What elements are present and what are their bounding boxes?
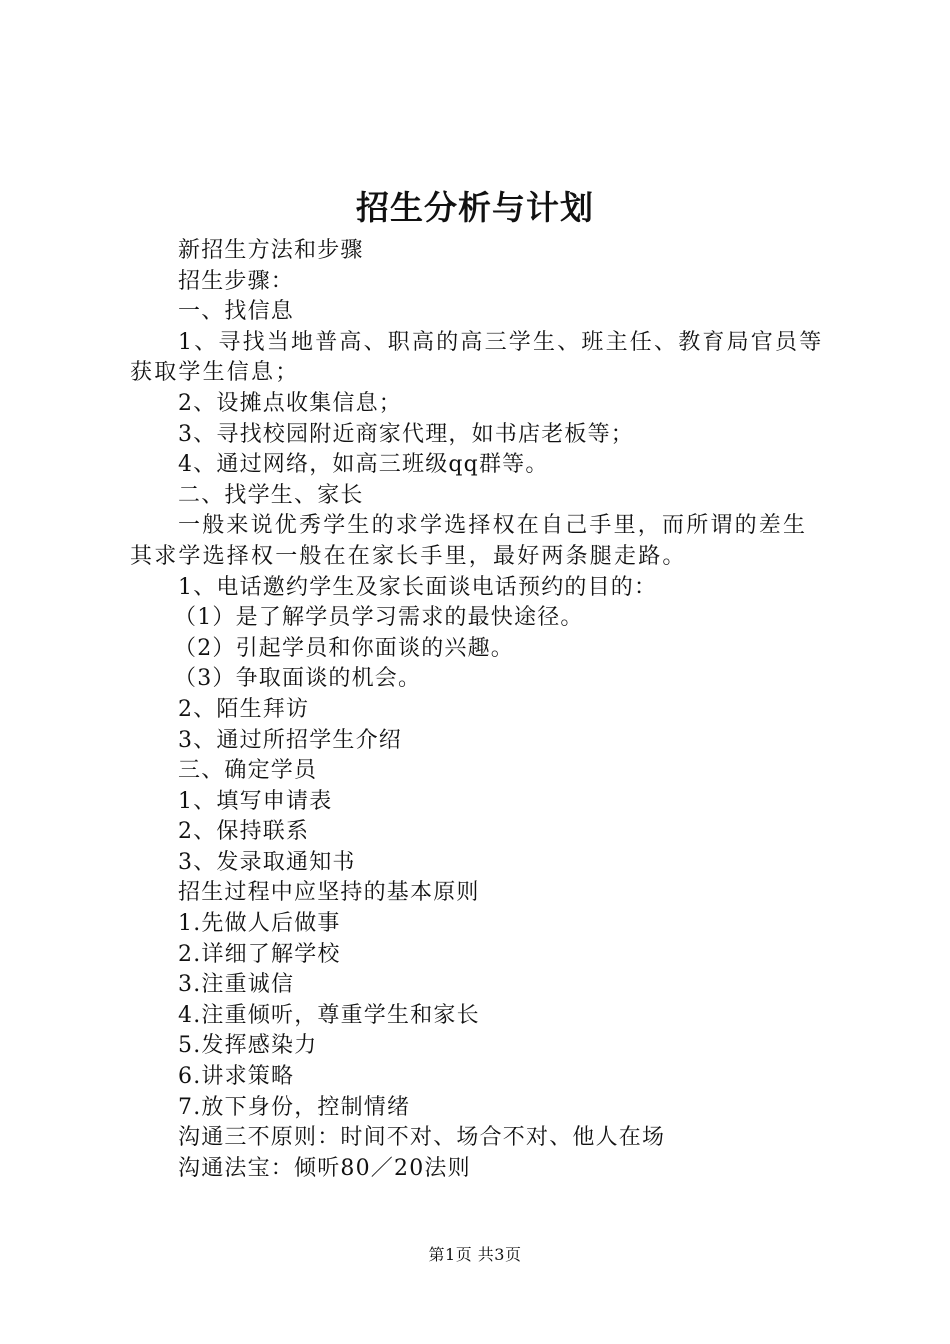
- text-line: 沟通三不原则：时间不对、场合不对、他人在场: [178, 1125, 666, 1151]
- text-line: 2、设摊点收集信息；: [178, 390, 402, 416]
- page-number-footer: 第1页 共3页: [428, 1245, 522, 1264]
- text-line: 4.注重倾听，尊重学生和家长: [178, 1002, 480, 1028]
- text-line: 新招生方法和步骤: [178, 238, 364, 263]
- text-line: 3.注重诚信: [178, 972, 295, 998]
- text-line: 二、找学生、家长: [178, 482, 364, 508]
- text-line: 3、寻找校园附近商家代理，如书店老板等；: [178, 421, 634, 447]
- text-line: 6.讲求策略: [178, 1064, 295, 1090]
- text-line: 2、陌生拜访: [178, 696, 310, 722]
- text-line: （3）争取面谈的机会。: [174, 666, 422, 692]
- text-line: 3、发录取通知书: [178, 849, 356, 875]
- text-line: 2.详细了解学校: [178, 941, 341, 967]
- text-line: 1、电话邀约学生及家长面谈电话预约的目的：: [178, 574, 658, 600]
- text-line: 3、通过所招学生介绍: [178, 727, 402, 753]
- text-line: 招生步骤：: [178, 268, 295, 294]
- text-line: 1、填写申请表: [178, 788, 333, 814]
- text-line: 5.发挥感染力: [178, 1033, 318, 1059]
- document-body: [130, 236, 830, 1184]
- text-line: 沟通法宝：倾听80／20法则: [178, 1155, 471, 1181]
- text-line: 三、确定学员: [178, 758, 318, 784]
- text-line: 1.先做人后做事: [178, 911, 341, 937]
- page-title: 招生分析与计划: [356, 188, 594, 227]
- text-paragraph: 一般来说优秀学生的求学选择权在自己手里，而所谓的差生其求学选择权一般在在家长手里，最好两条腿走路。: [130, 513, 808, 569]
- text-line: 招生过程中应坚持的基本原则: [178, 880, 480, 906]
- text-line: 一、找信息: [178, 299, 295, 325]
- text-paragraph: 1、寻找当地普高、职高的高三学生、班主任、教育局官员等获取学生信息；: [130, 329, 824, 386]
- text-line: 2、保持联系: [178, 819, 310, 845]
- text-line: （2）引起学员和你面谈的兴趣。: [174, 635, 514, 661]
- text-line: 4、通过网络，如高三班级qq群等。: [178, 452, 549, 478]
- text-line: （1）是了解学员学习需求的最快途径。: [174, 605, 584, 631]
- text-line: 7.放下身份，控制情绪: [178, 1094, 411, 1120]
